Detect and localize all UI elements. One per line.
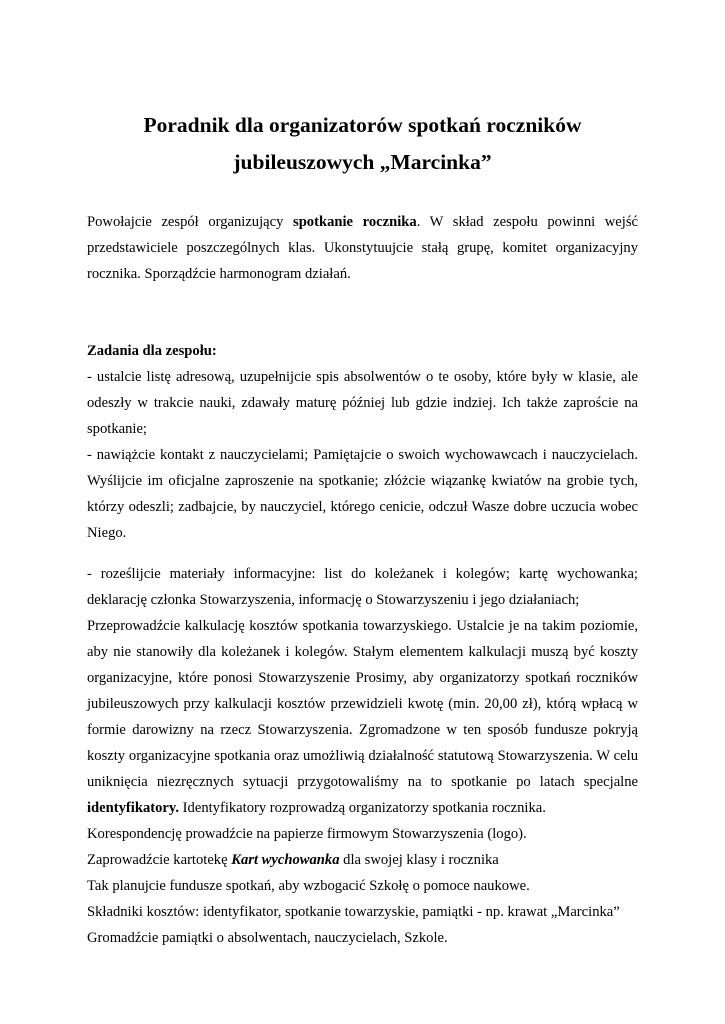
tasks-section xyxy=(87,338,638,546)
memorabilia-line: Gromadźcie pamiątki o absolwentach, nauczycielach, Szkole. xyxy=(87,930,448,946)
materials-line: aby nie stanowiły dla koleżanek i kolegów. Stałym elementem kalkulacji muszą być koszty xyxy=(87,644,638,660)
tasks-line: Wyślijcie im oficjalne zaproszenie na spotkanie; złóżcie wiązankę kwiatów na grobie tych, xyxy=(87,473,638,489)
tasks-line: Niego. xyxy=(87,525,127,541)
materials-line: - roześlijcie materiały informacyjne: list do koleżanek i kolegów; kartę wychowanka; xyxy=(87,566,638,582)
tasks-heading-text: Zadania dla zespołu: xyxy=(87,343,217,359)
intro-paragraph xyxy=(87,209,638,287)
page-title-line-2: jubileuszowych „Marcinka” xyxy=(233,150,492,174)
materials-line: jubileuszowych przy kalkulacji kosztów przewidzieli kwotę (min. 20,00 zł), którą wpłacą w xyxy=(87,696,638,712)
materials-line: Przeprowadźcie kalkulację kosztów spotkania towarzyskiego. Ustalcie je na takim poziomie, xyxy=(87,618,638,634)
tasks-line: którzy odeszli; zadbajcie, by nauczyciel, którego cenicie, odczuł Wasze dobre uczucia wobec xyxy=(87,499,638,515)
tasks-line: - nawiążcie kontakt z nauczycielami; Pamiętajcie o swoich wychowawcach i nauczycielach. xyxy=(87,447,638,463)
cards-text: dla swojej klasy i rocznika xyxy=(339,852,499,868)
materials-line: uniknięcia niezręcznych sytuacji przygotowaliśmy na to spotkanie po latach specjalne xyxy=(87,774,638,790)
tasks-heading xyxy=(87,338,638,364)
materials-section xyxy=(87,561,638,951)
intro-line-3: rocznika. Sporządźcie harmonogram działań. xyxy=(87,266,351,282)
cards-emphasis: Kart wychowanka xyxy=(231,852,340,868)
identifiers-line xyxy=(87,795,638,821)
materials-line: organizacyjne, które ponosi Stowarzyszenie Prosimy, aby organizatorzy spotkań roczników xyxy=(87,670,638,686)
intro-line-1 xyxy=(87,209,638,235)
funds-plan-line: Tak planujcie fundusze spotkań, aby wzbogacić Szkołę o pomoce naukowe. xyxy=(87,878,530,894)
tasks-line: odeszły w trakcie nauki, zdawały maturę później lub gdzie indziej. Ich także zaproście na xyxy=(87,395,638,411)
materials-line: koszty organizacyjne spotkania oraz umożliwią działalność statutową Stowarzyszenia. W celu xyxy=(87,748,638,764)
materials-line: formie darowizny na rzecz Stowarzyszenia. Zgromadzone w ten sposób fundusze pokryją xyxy=(87,722,638,738)
tasks-line: - ustalcie listę adresową, uzupełnijcie spis absolwentów o te osoby, które były w klasie, ale xyxy=(87,369,638,385)
correspondence-line: Korespondencję prowadźcie na papierze firmowym Stowarzyszenia (logo). xyxy=(87,826,527,842)
page-title-line-1: Poradnik dla organizatorów spotkań roczników xyxy=(143,113,582,137)
identifiers-text: Identyfikatory rozprowadzą organizatorzy spotkania rocznika. xyxy=(179,800,546,816)
materials-line: deklarację członka Stowarzyszenia, informację o Stowarzyszeniu i jego działaniach; xyxy=(87,592,580,608)
intro-line-2: przedstawiciele poszczególnych klas. Ukonstytuujcie stałą grupę, komitet organizacyjny xyxy=(87,240,638,256)
intro-emphasis: spotkanie rocznika xyxy=(293,214,417,230)
identifiers-emphasis: identyfikatory. xyxy=(87,800,180,816)
cards-line xyxy=(87,847,638,873)
cost-components-line: Składniki kosztów: identyfikator, spotkanie towarzyskie, pamiątki - np. krawat „Marcinka” xyxy=(87,904,620,920)
tasks-line: spotkanie; xyxy=(87,421,147,437)
cards-text: Zaprowadźcie kartotekę xyxy=(87,852,232,868)
intro-text: Powołajcie zespół organizujący xyxy=(87,214,294,230)
intro-text: . W skład zespołu powinni wejść xyxy=(416,214,638,230)
